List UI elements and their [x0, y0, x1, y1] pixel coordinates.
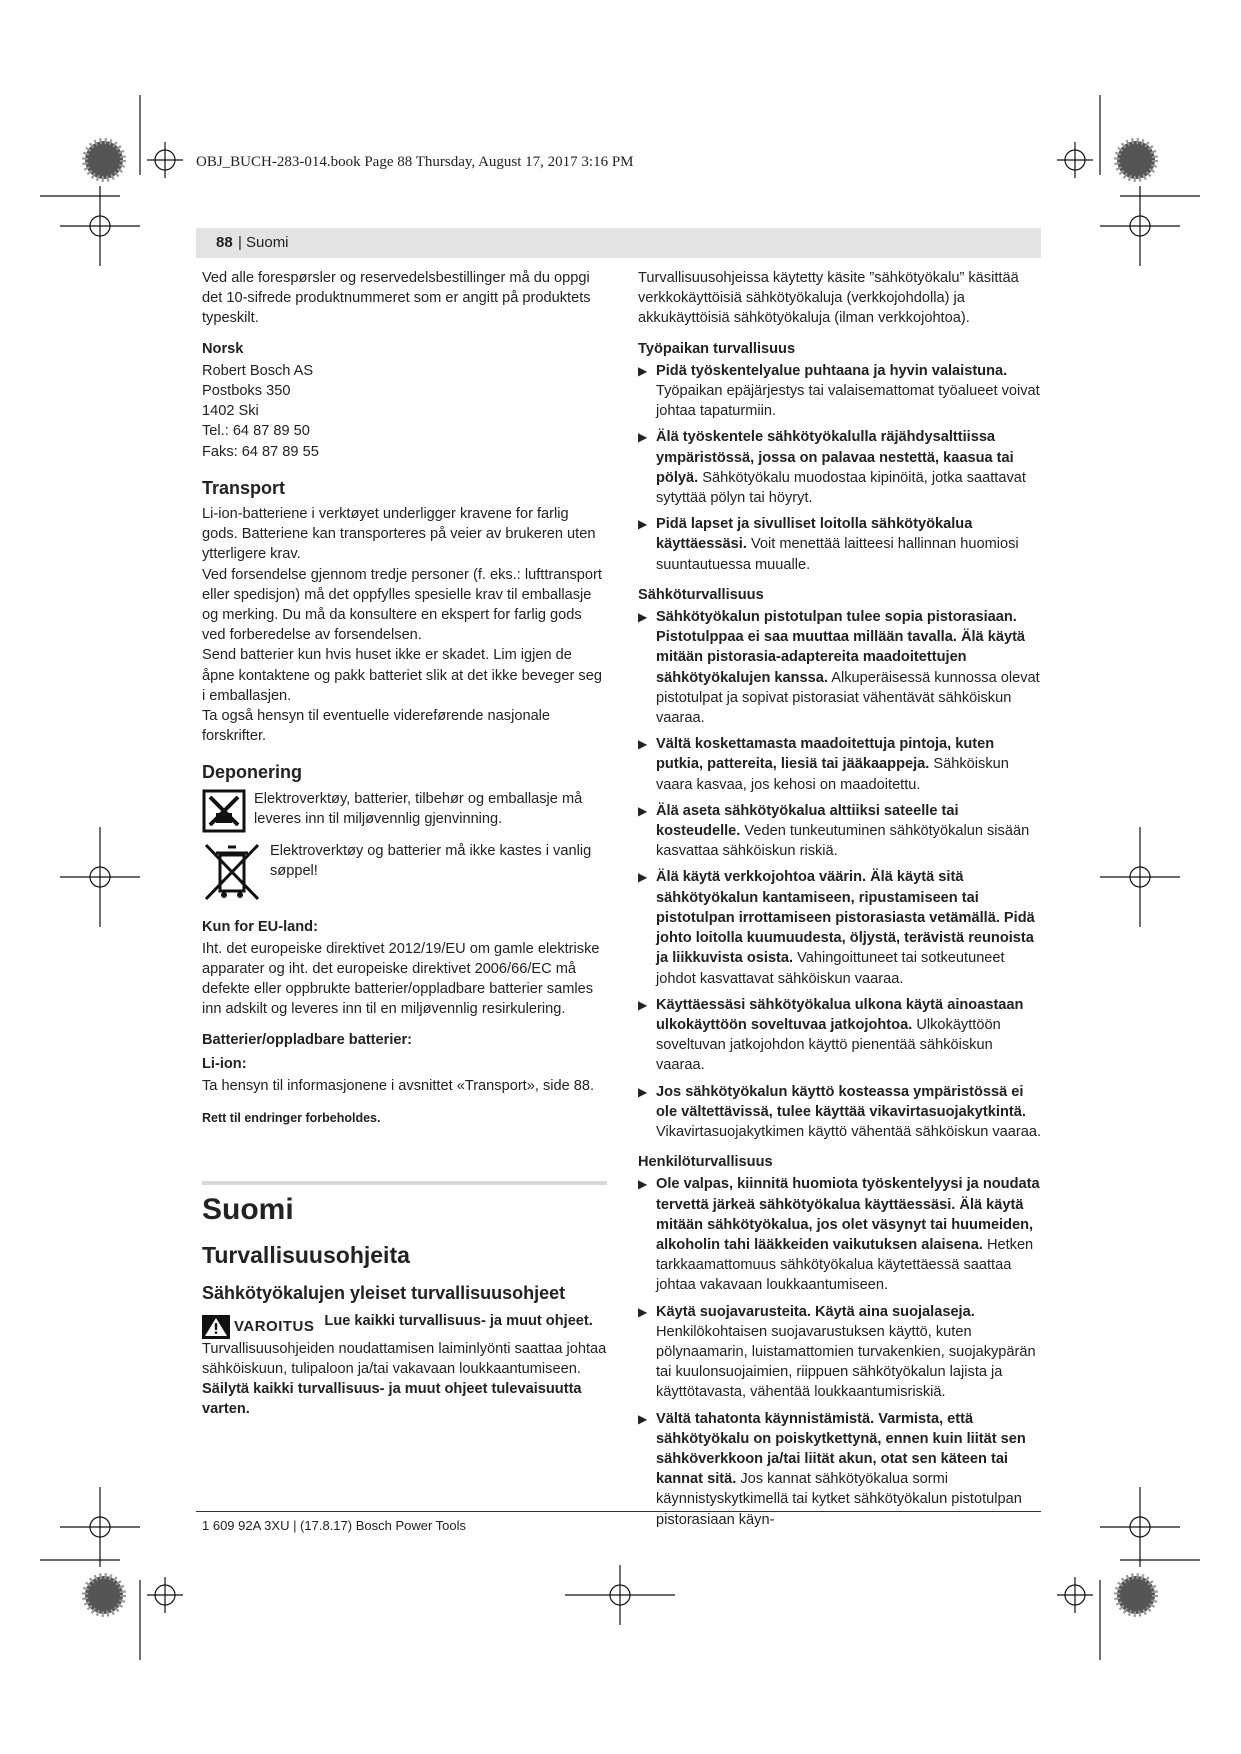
page-header [196, 228, 1041, 258]
print-slug: OBJ_BUCH-283-014.book Page 88 Thursday, August 17, 2017 3:16 PM [196, 154, 634, 170]
right-column [638, 268, 1043, 1536]
safety-item: ▶ Älä käytä verkkojohtoa väärin. Älä käytä sitä sähkötyökalun kantamiseen, ripustamiseen tai pistotulpan irrottamiseen pistorasiasta vetämällä. Pidä johto loitolla kuumuudesta, öljystä, terävistä reunoista ja liikkuvista osista. Vahingoittuneet tai sotkeutuneet johdot kasvattavat sähköiskun vaaraa. [638, 869, 1035, 987]
bullet-triangle-icon: ▶ [638, 1411, 648, 1426]
recycle-text: Elektroverktøy, batterier, tilbehør og emballasje må leveres inn til miljøvennlig gjenvinning. [254, 790, 583, 827]
bullet-triangle-icon: ▶ [638, 1177, 648, 1192]
contact-line: Faks: 64 87 89 55 [202, 443, 319, 460]
safety-item: ▶ Älä aseta sähkötyökalua alttiiksi sateelle tai kosteudelle. Veden tunkeutuminen sähkötyökalun sisään kasvattaa sähköiskun riskiä. [638, 802, 1030, 860]
general-safety-title: Sähkötyökalujen yleiset turvallisuusohjeet [202, 1282, 566, 1303]
left-column [202, 268, 607, 1420]
rights-reserved: Rett til endringer forbeholdes. [202, 1111, 381, 1126]
crossed-bin-icon [202, 841, 262, 907]
warning-read-all: Lue kaikki turvallisuus- ja muut ohjeet. [324, 1312, 593, 1329]
section-divider [202, 1181, 607, 1185]
header-language: Suomi [246, 234, 289, 251]
contact-line: Robert Bosch AS [202, 362, 314, 379]
safety-item: ▶ Pidä työskentelyalue puhtaana ja hyvin valaistuna. Työpaikan epäjärjestys tai valaisemattomat työalueet voivat johtaa tapaturmiin. [638, 362, 1040, 420]
contact-heading: Norsk [202, 340, 244, 357]
warning-label [202, 1315, 314, 1339]
bullet-triangle-icon: ▶ [638, 1084, 648, 1099]
workplace-heading: Työpaikan turvallisuus [638, 340, 796, 357]
safety-item: ▶ Ole valpas, kiinnitä huomiota työskentelyysi ja noudata tervettä järkeä sähkötyökalua käyttäessäsi. Älä käytä mitään sähkötyökalua, jos olet väsynyt tai huumeiden, alkoholin tahi lääkkeiden vaikutuksen alaisena. Hetken tarkkaamattomuus sähkötyökalua käytettäessä saattaa johtaa vakavaan loukkaantumiseen. [638, 1176, 1040, 1294]
liion-heading: Li-ion: [202, 1055, 247, 1072]
warning-triangle-icon [202, 1315, 230, 1339]
header-separator: | [238, 234, 242, 251]
page-footer: 1 609 92A 3XU | (17.8.17) Bosch Power Tools [202, 1518, 467, 1533]
safety-item: ▶ Käyttäessäsi sähkötyökalua ulkona käytä ainoastaan ulkokäyttöön soveltuvaa jatkojohtoa. Ulkokäyttöön soveltuvan jatkojohdon käyttö pienentää sähköiskun vaaraa. [638, 996, 1024, 1074]
page-number: 88 [216, 234, 233, 251]
transport-p2: Ved forsendelse gjennom tredje personer (f. eks.: lufttransport eller spedisjon) må det oppfylles spesielle krav til emballasje og merking. Du må da konsultere en ekspert for farlig gods ved forberedelse av forsendelsen. [202, 566, 602, 644]
contact-address [202, 361, 607, 462]
contact-line: 1402 Ski [202, 403, 259, 420]
contact-line: Tel.: 64 87 89 50 [202, 423, 310, 440]
bullet-triangle-icon: ▶ [638, 610, 648, 625]
warning-text: Turvallisuusohjeiden noudattamisen laiminlyönti saattaa johtaa sähköiskuun, tulipaloon ja/tai vakavaan loukkaantumiseen. [202, 1340, 607, 1377]
keep-instructions: Säilytä kaikki turvallisuus- ja muut ohjeet tulevaisuutta varten. [202, 1381, 582, 1418]
tool-definition: Turvallisuusohjeissa käytetty käsite ”sähkötyökalu” käsittää verkkokäyttöisiä sähkötyökaluja (verkkojohdolla) ja akkukäyttöisiä sähkötyökaluja (ilman verkkojohtoa). [638, 270, 1019, 327]
transport-heading: Transport [202, 477, 286, 498]
eu-heading: Kun for EU-land: [202, 918, 318, 935]
recycle-symbol-icon [202, 789, 246, 833]
safety-item: ▶ Pidä lapset ja sivulliset loitolla sähkötyökalua käyttäessäsi. Voit menettää laitteesi hallinnan huomiosi suuntautuessa muualle. [638, 516, 1019, 573]
transport-p4: Ta også hensyn til eventuelle videreførende nasjonale forskrifter. [202, 708, 551, 745]
eu-text: Iht. det europeiske direktivet 2012/19/EU om gamle elektriske apparater og iht. det europeiske direktivet 2006/66/EC må defekte eller oppbrukte batterier/oppladbare batterier samles inn adskilt og leveres inn til en miljøvennlig resirkulering. [202, 940, 600, 1018]
battery-heading: Batterier/oppladbare batterier: [202, 1031, 413, 1048]
safety-item: ▶ Vältä koskettamasta maadoitettuja pintoja, kuten putkia, pattereita, liesiä tai jääkaappeja. Sähköiskun vaara kasvaa, jos kehosi on maadoitettu. [638, 736, 1009, 793]
safety-item: ▶ Sähkötyökalun pistotulpan tulee sopia pistorasiaan. Pistotulppaa ei saa muuttaa millään tavalla. Älä käytä mitään pistorasia-adaptereita maadoitettujen sähkötyökalujen kanssa. Alkuperäisessä kunnossa olevat pistotulpat ja sopivat pistorasiat vähentävät sähköiskun vaaraa. [638, 609, 1040, 727]
bullet-triangle-icon: ▶ [638, 430, 648, 445]
electrical-heading: Sähköturvallisuus [638, 586, 764, 603]
bin-text: Elektroverktøy og batterier må ikke kastes i vanlig søppel! [270, 842, 592, 879]
safety-title: Turvallisuusohjeita [202, 1241, 410, 1268]
safety-item: ▶ Vältä tahatonta käynnistämistä. Varmista, että sähkötyökalu on poiskytkettynä, ennen kuin liität sen sähköverkkoon ja/tai liität akun, otat sen käteen tai kannat sitä. Jos kannat sähkötyökalua sormi käynnistyskytkimellä tai kytket sähkötyökalun pistotulpan pistorasiaan käyn- [638, 1410, 1026, 1528]
bullet-triangle-icon: ▶ [638, 870, 648, 885]
suomi-title: Suomi [202, 1192, 294, 1226]
personal-heading: Henkilöturvallisuus [638, 1154, 773, 1171]
bullet-triangle-icon: ▶ [638, 803, 648, 818]
order-info: Ved alle forespørsler og reservedelsbestillinger må du oppgi det 10-sifrede produktnummeret som er angitt på produktets typeskilt. [202, 270, 591, 327]
bullet-triangle-icon: ▶ [638, 1304, 648, 1319]
warning-block [202, 1311, 607, 1339]
footer-rule [196, 1511, 1041, 1512]
bullet-triangle-icon: ▶ [638, 737, 648, 752]
bin-row [202, 841, 607, 907]
bullet-triangle-icon: ▶ [638, 997, 648, 1012]
safety-item: ▶ Käytä suojavarusteita. Käytä aina suojalaseja. Henkilökohtaisen suojavarustuksen käyttö, kuten pölynaamarin, luistamattomien turvakenkien, suojakypärän tai kuulonsuojaimien, riippuen sähkötyökalun lajista ja käyttötavasta, vähentää loukkaantumisriskiä. [638, 1303, 1036, 1401]
transport-p1: Li-ion-batteriene i verktøyet underligger kravene for farlig gods. Batteriene kan transporteres på veier av brukeren uten ytterligere krav. [202, 506, 596, 563]
bullet-triangle-icon: ▶ [638, 517, 648, 532]
liion-text: Ta hensyn til informasjonene i avsnittet «Transport», side 88. [202, 1078, 595, 1095]
transport-p3: Send batterier kun hvis huset ikke er skadet. Lim igjen de åpne kontaktene og pakk batteriet slik at det ikke beveger seg i emballasjen. [202, 647, 602, 704]
contact-line: Postboks 350 [202, 383, 291, 400]
recycle-row [202, 789, 607, 833]
bullet-triangle-icon: ▶ [638, 363, 648, 378]
safety-item: ▶ Älä työskentele sähkötyökalulla räjähdysalttiissa ympäristössä, jossa on palavaa nestettä, kaasua tai pölyä. Sähkötyökalu muodostaa kipinöitä, jotka saattavat sytyttää pölyn tai höyryt. [638, 429, 1026, 507]
warning-word: VAROITUS [234, 1317, 315, 1335]
safety-item: ▶ Jos sähkötyökalun käyttö kosteassa ympäristössä ei ole vältettävissä, tulee käyttää vikavirtasuojakytkintä. Vikavirtasuojakytkimen käyttö vähentää sähköiskun vaaraa. [638, 1083, 1042, 1140]
disposal-heading: Deponering [202, 762, 303, 783]
